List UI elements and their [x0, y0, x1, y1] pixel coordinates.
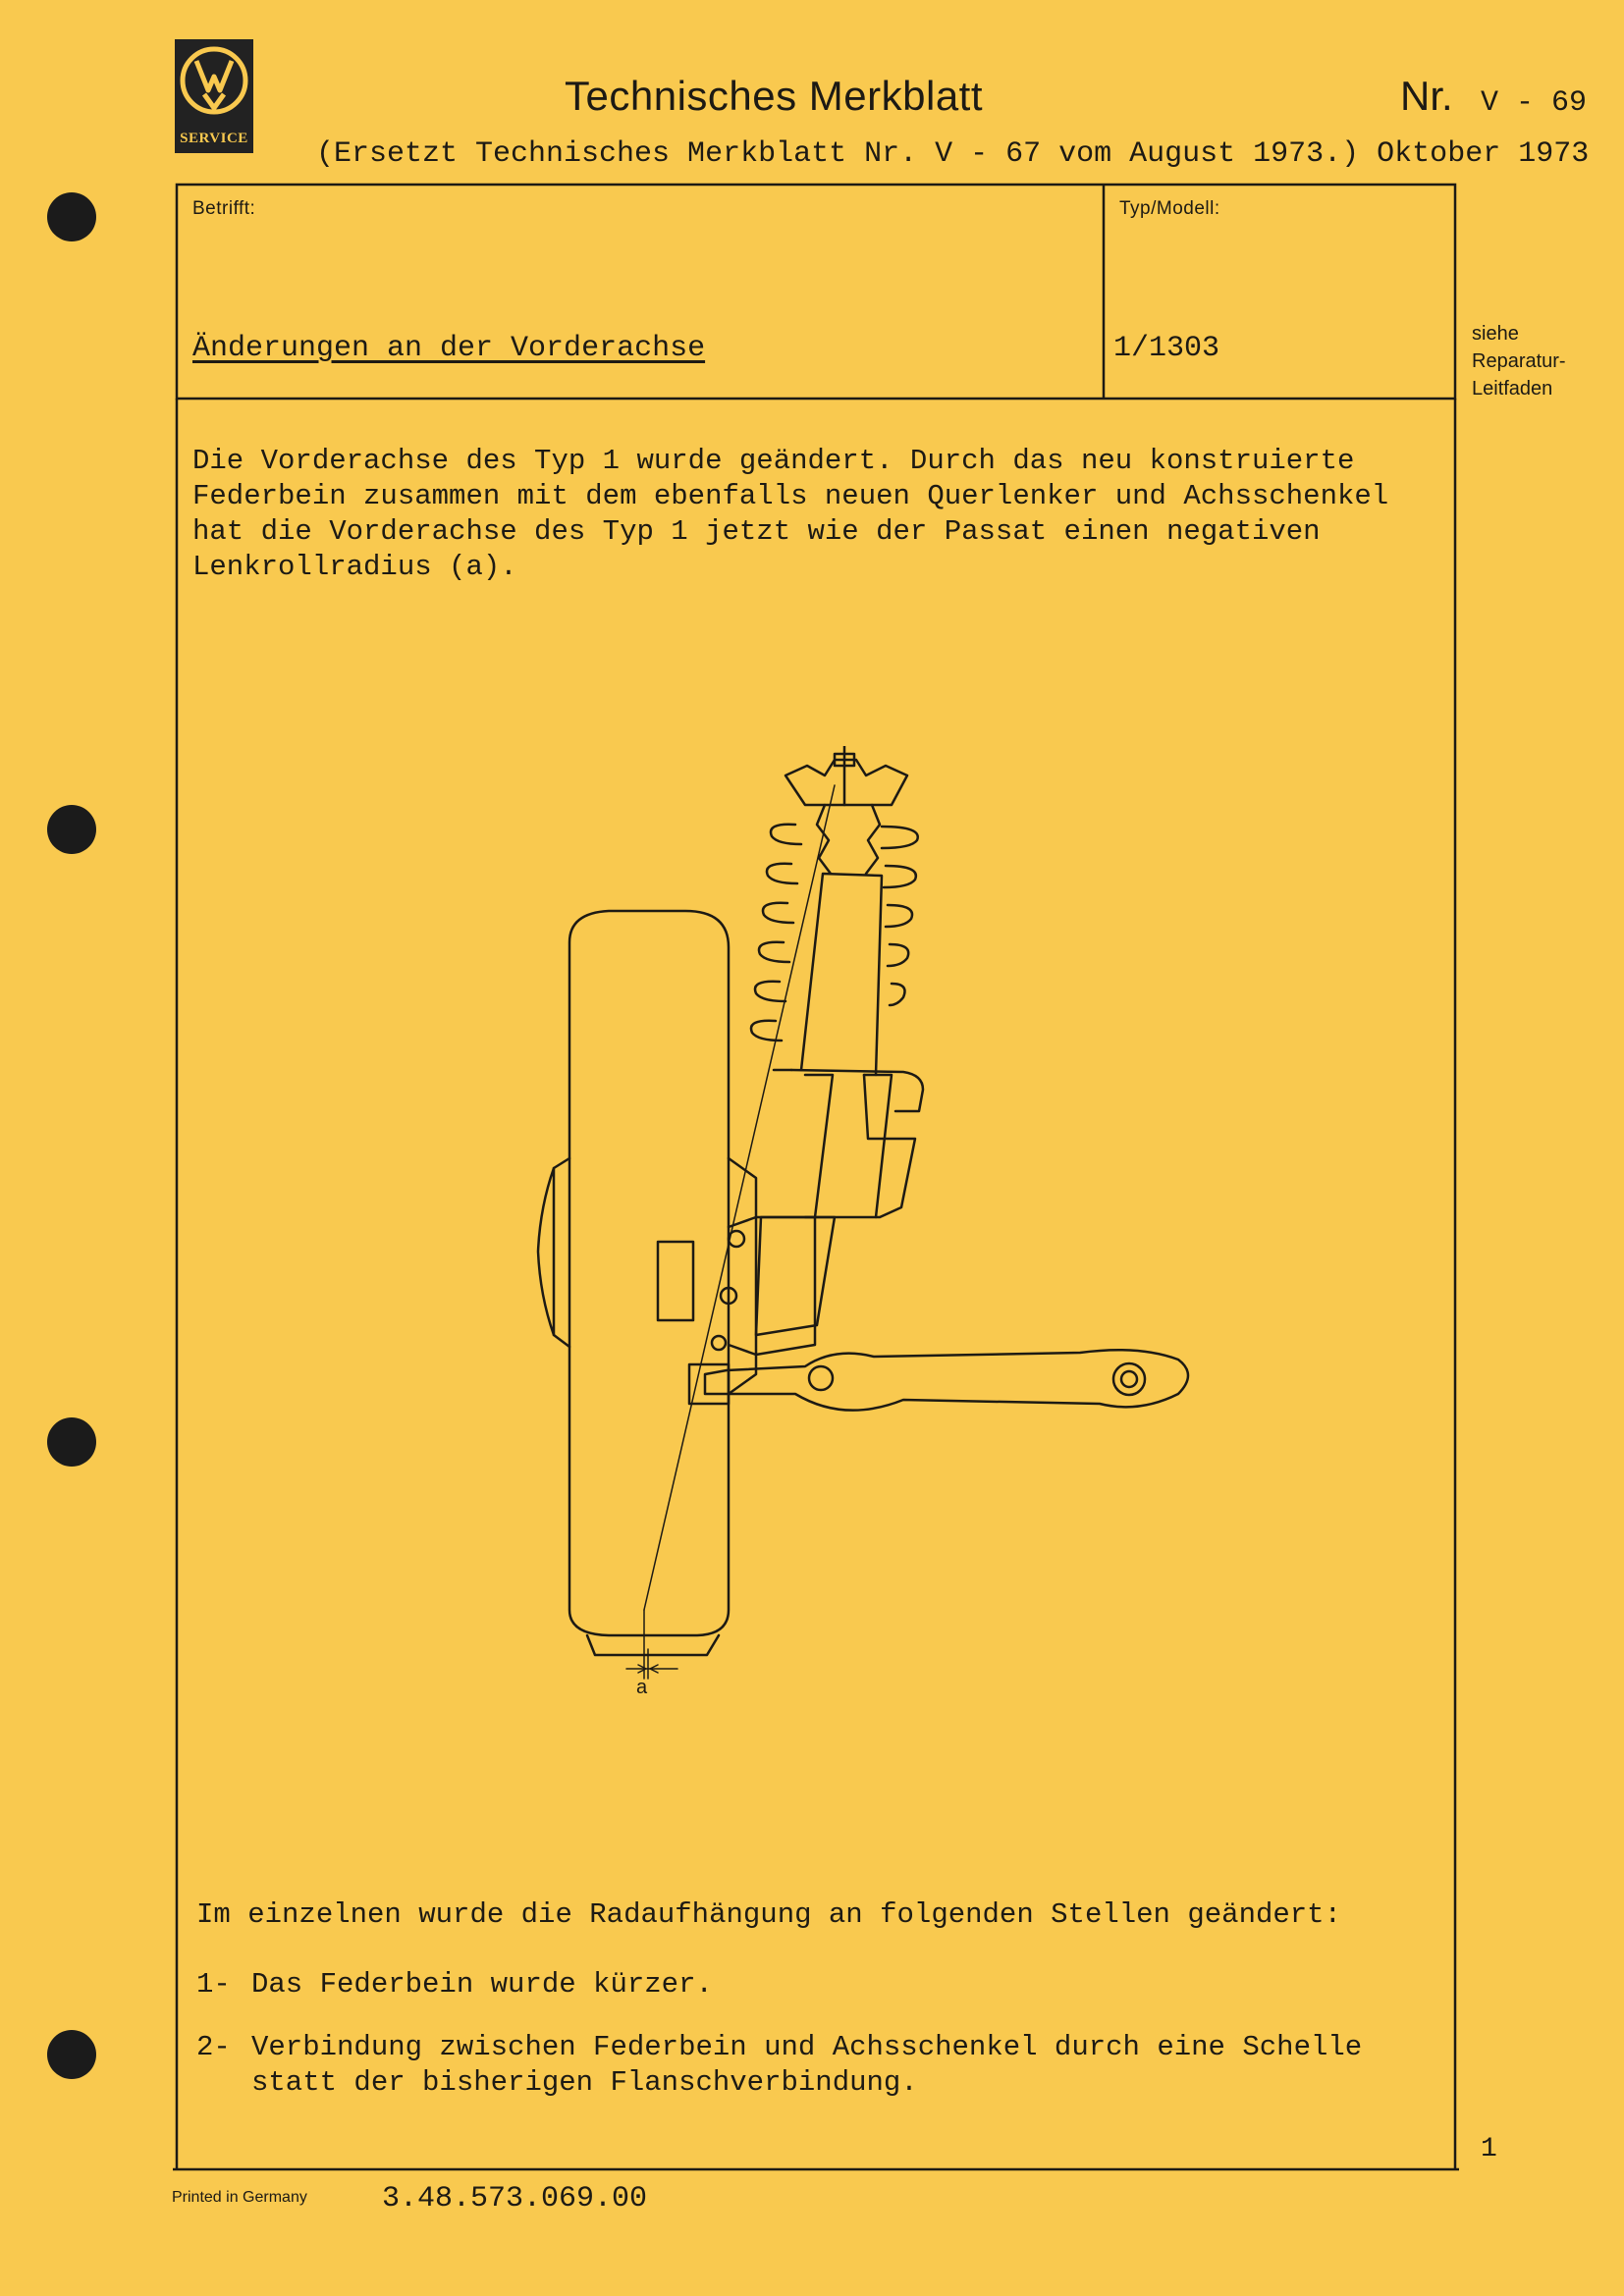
list-item-text: Verbindung zwischen Federbein und Achsschenkel durch eine Schelle	[251, 2031, 1363, 2063]
list-item	[196, 1967, 713, 2002]
document-code: 3.48.573.069.00	[382, 2182, 648, 2216]
number-value: V - 69	[1481, 86, 1588, 120]
reference-line: Reparatur-	[1472, 350, 1566, 372]
subject-value: Änderungen an der Vorderachse	[192, 332, 706, 365]
paragraph-line: Die Vorderachse des Typ 1 wurde geändert. Durch das neu konstruierte	[192, 445, 1355, 477]
paragraph-line: hat die Vorderachse des Typ 1 jetzt wie der Passat einen negativen	[192, 515, 1321, 548]
list-item-text: Das Federbein wurde kürzer.	[251, 1968, 713, 2001]
strut-body	[805, 1075, 892, 1217]
betrifft-label: Betrifft:	[192, 198, 256, 219]
page-number: 1	[1481, 2134, 1497, 2164]
body-paragraph	[192, 444, 1459, 585]
suspension-drawing	[511, 746, 1316, 1698]
number-label: Nr.	[1400, 73, 1453, 119]
paragraph-line: Federbein zusammen mit dem ebenfalls neuen Querlenker und Achsschenkel	[192, 480, 1389, 512]
steering-axis	[644, 785, 835, 1610]
subtitle: (Ersetzt Technisches Merkblatt Nr. V - 67 vom August 1973.) Oktober 1973	[316, 137, 1590, 171]
reference-note	[1472, 320, 1566, 402]
printed-in-note: Printed in Germany	[172, 2189, 307, 2206]
list-item-continuation: statt der bisherigen Flanschverbindung.	[251, 2066, 918, 2099]
dimension-label: a	[636, 1677, 648, 1698]
paragraph-line: Lenkrollradius (a).	[192, 551, 517, 583]
list-item-number: 1-	[196, 1968, 231, 2001]
page-title: Technisches Merkblatt	[565, 73, 984, 119]
coil-spring	[751, 825, 918, 1041]
vw-logo-icon	[175, 43, 253, 126]
list-item	[196, 2030, 1362, 2101]
control-arm	[705, 1350, 1188, 1410]
list-item-number: 2-	[196, 2031, 231, 2063]
logo-text: SERVICE	[180, 131, 248, 146]
section-intro: Im einzelnen wurde die Radaufhängung an folgenden Stellen geändert:	[196, 1898, 1341, 1931]
typ-modell-label: Typ/Modell:	[1119, 198, 1220, 219]
vw-service-logo	[175, 39, 253, 153]
tyre-outline	[569, 911, 729, 1635]
reference-line: siehe	[1472, 323, 1519, 345]
reference-line: Leitfaden	[1472, 378, 1553, 400]
model-value: 1/1303	[1113, 332, 1220, 365]
